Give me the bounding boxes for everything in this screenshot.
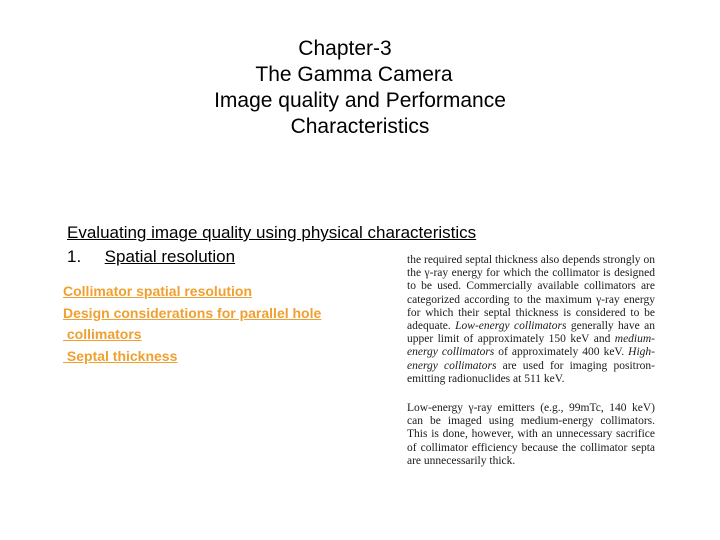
- excerpt-paragraph-1: [407, 254, 655, 386]
- link-septal-thickness[interactable]: Septal thickness: [63, 347, 178, 364]
- topic-links: [63, 281, 321, 367]
- excerpt-text: generally have an upper limit of approximately 150 keV and: [407, 320, 655, 346]
- slide-title: [0, 36, 720, 140]
- title-line-camera: The Gamma Camera: [255, 63, 453, 86]
- link-design-considerations[interactable]: Design considerations for parallel hole: [63, 304, 322, 321]
- title-line-quality: Image quality and Performance: [214, 89, 506, 112]
- link-collimator-resolution[interactable]: Collimator spatial resolution: [63, 283, 253, 299]
- title-line-chapter: Chapter-3: [298, 37, 392, 60]
- title-line-characteristics: Characteristics: [290, 115, 430, 138]
- excerpt-text: are used for imaging positron-emitting radionuclides at 511 keV.: [407, 359, 655, 385]
- list-number: 1.: [67, 247, 82, 266]
- list-item-label: Spatial resolution: [104, 247, 236, 266]
- excerpt-paragraph-2: Low-energy γ-ray emitters (e.g., 99mTc, 140 keV) can be imaged using medium-energy collimators. This is done, however, with an unnecessary sacrifice of collimator efficiency because the collimator septa are unnecessarily thick.: [407, 402, 655, 467]
- excerpt-text: of approximately 400 keV.: [498, 346, 625, 359]
- textbook-excerpt: [407, 254, 655, 468]
- subtitle-heading: Evaluating image quality using physical characteristics: [67, 223, 477, 242]
- excerpt-text: the required septal thickness also depends strongly on the γ-ray energy for which the collimator is designed to be used. Commercially available collimators are categorized according to the maximum γ-ray energy for which their septal thickness is considered to be adequate.: [407, 254, 655, 333]
- excerpt-term-medium: medium-energy collimators: [407, 333, 656, 359]
- excerpt-term-high: High-energy collimators: [407, 346, 655, 372]
- excerpt-term-low: Low-energy collimators: [455, 320, 567, 333]
- link-collimators[interactable]: collimators: [63, 326, 142, 342]
